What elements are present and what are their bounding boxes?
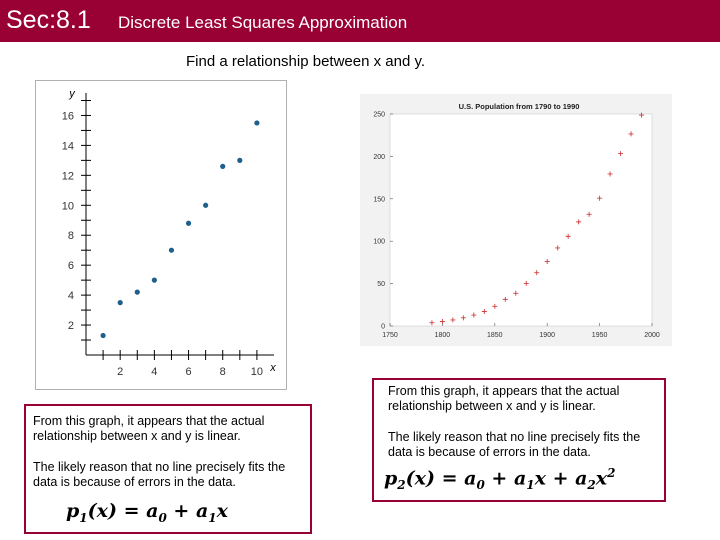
- data-point: [186, 221, 191, 226]
- slide-title: Discrete Least Squares Approximation: [118, 13, 408, 32]
- y-tick-label: 14: [61, 140, 74, 153]
- y-tick-label: 12: [61, 170, 74, 183]
- y-tick-label: 2: [67, 320, 74, 333]
- y-tick-label: 0: [381, 323, 385, 331]
- y-tick-label: 10: [61, 200, 74, 213]
- x-tick-label: 2000: [644, 332, 660, 339]
- x-tick-label: 1750: [382, 332, 398, 339]
- y-axis-label: y: [69, 88, 75, 100]
- data-point: [135, 290, 140, 295]
- left-text-2: The likely reason that no line precisely fits the data is because of errors in the data.: [33, 460, 286, 489]
- data-point: [237, 158, 242, 163]
- y-tick-label: 150: [373, 196, 385, 204]
- header-bar: [0, 0, 720, 42]
- plot-area: [390, 114, 652, 326]
- x-tick-label: 1900: [539, 332, 555, 339]
- right-text-1: From this graph, it appears that the actual relationship between x and y is linear.: [388, 384, 620, 413]
- population-chart: [360, 94, 672, 346]
- left-chart-panel: [35, 80, 287, 390]
- linear-scatter-chart: [36, 81, 286, 389]
- y-tick-label: 6: [67, 260, 74, 273]
- right-chart-panel: [360, 94, 672, 346]
- x-tick-label: 6: [185, 366, 192, 378]
- y-tick-label: 16: [61, 110, 74, 123]
- x-tick-label: 1800: [434, 332, 451, 339]
- right-text-box: [372, 378, 666, 502]
- y-tick-label: 4: [67, 290, 74, 303]
- y-tick-label: 250: [373, 111, 385, 119]
- right-formula: $p_2(x) = a_0 + a_1x + a_2x^2$: [384, 466, 616, 493]
- right-text-2: The likely reason that no line precisely fits the data is because of errors in the data.: [388, 430, 641, 459]
- data-point: [254, 120, 259, 125]
- data-point: [203, 203, 208, 208]
- data-point: [118, 300, 123, 305]
- left-text-1: From this graph, it appears that the actual relationship between x and y is linear.: [33, 414, 265, 443]
- left-text-box: [24, 404, 312, 534]
- chart-title: U.S. Population from 1790 to 1990: [458, 102, 580, 111]
- x-tick-label: 1850: [487, 332, 503, 339]
- x-tick-label: 2: [117, 366, 124, 378]
- x-axis-label: x: [270, 362, 276, 374]
- left-formula: $p_1(x) = a_0 + a_1x$: [66, 500, 228, 525]
- data-point: [152, 278, 157, 283]
- y-tick-label: 8: [67, 230, 74, 243]
- y-tick-label: 200: [373, 153, 385, 161]
- data-point: [100, 333, 105, 338]
- data-point: [169, 248, 174, 253]
- x-tick-label: 8: [219, 366, 226, 378]
- y-tick-label: 100: [373, 238, 385, 246]
- slide-subtitle: Find a relationship between x and y.: [186, 53, 426, 70]
- y-tick-label: 50: [377, 281, 385, 289]
- x-tick-label: 4: [151, 366, 158, 378]
- data-point: [220, 164, 225, 169]
- x-tick-label: 10: [250, 366, 264, 378]
- x-tick-label: 1950: [591, 332, 608, 339]
- section-number: Sec:8.1: [6, 6, 91, 34]
